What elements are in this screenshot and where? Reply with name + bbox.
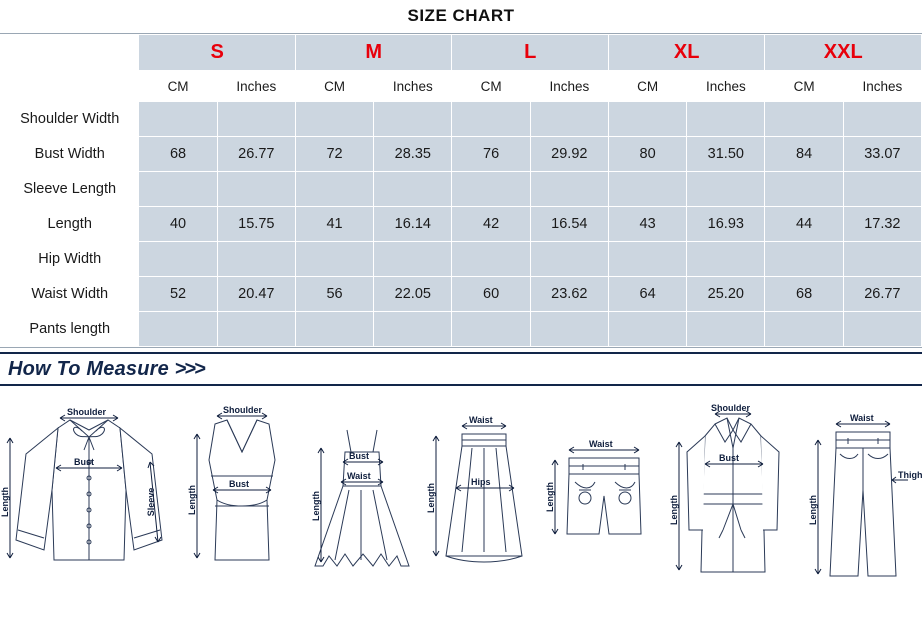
cell: 22.05 (374, 277, 452, 312)
cell: 25.20 (687, 277, 765, 312)
cell (608, 102, 686, 137)
svg-text:Waist: Waist (347, 471, 371, 481)
figure-skirt (422, 390, 534, 586)
unit-cell-xxl-inches: Inches (843, 71, 921, 102)
cell (295, 242, 373, 277)
svg-text:Waist: Waist (849, 413, 874, 423)
cell: 29.92 (530, 137, 608, 172)
cell: 20.47 (217, 277, 295, 312)
svg-text:Length: Length (807, 495, 818, 525)
unit-cell-m-inches: Inches (374, 71, 452, 102)
cell (139, 242, 217, 277)
cell (687, 102, 765, 137)
row-label: Sleeve Length (1, 172, 139, 207)
chevron-right-icon: >>> (174, 357, 205, 380)
cell (765, 312, 843, 347)
svg-text:Length: Length (311, 491, 322, 521)
svg-text:Length: Length (0, 487, 10, 517)
cell (374, 102, 452, 137)
unit-cell-s-inches: Inches (217, 71, 295, 102)
svg-text:Length: Length (186, 485, 197, 515)
cell (139, 312, 217, 347)
cell (687, 312, 765, 347)
cell: 76 (452, 137, 530, 172)
size-chart-table-wrap (0, 33, 922, 348)
svg-text:Hips: Hips (470, 477, 491, 487)
cell (608, 312, 686, 347)
table-row (1, 242, 922, 277)
svg-text:Length: Length (669, 495, 680, 525)
row-label: Length (1, 207, 139, 242)
cell (139, 172, 217, 207)
svg-text:Shoulder: Shoulder (711, 403, 751, 413)
cell (843, 312, 921, 347)
cell: 72 (295, 137, 373, 172)
cell (217, 242, 295, 277)
unit-cell-l-cm: CM (452, 71, 530, 102)
corner-cell (1, 35, 139, 71)
figure-shorts (539, 390, 663, 586)
cell (608, 172, 686, 207)
svg-text:Bust: Bust (719, 453, 740, 463)
figure-blouse (0, 390, 178, 586)
cell (139, 102, 217, 137)
cell: 28.35 (374, 137, 452, 172)
measurement-figures (0, 386, 922, 586)
table-row (1, 277, 922, 312)
table-row (1, 312, 922, 347)
cell: 52 (139, 277, 217, 312)
cell: 68 (765, 277, 843, 312)
figure-tank-top (183, 390, 301, 586)
figure-pants (804, 390, 922, 586)
how-to-measure-banner (0, 352, 922, 386)
page-title: SIZE CHART (407, 6, 515, 25)
figure-coat (667, 390, 799, 586)
cell: 16.93 (687, 207, 765, 242)
cell: 80 (608, 137, 686, 172)
row-label: Waist Width (1, 277, 139, 312)
unit-cell-xl-cm: CM (608, 71, 686, 102)
svg-text:Thigh: Thigh (897, 470, 922, 480)
cell (217, 172, 295, 207)
cell (530, 102, 608, 137)
cell (217, 312, 295, 347)
svg-text:Length: Length (425, 483, 436, 513)
svg-text:Bust: Bust (228, 479, 249, 489)
cell (217, 102, 295, 137)
cell: 31.50 (687, 137, 765, 172)
cell (843, 242, 921, 277)
cell (530, 312, 608, 347)
svg-text:Bust: Bust (74, 457, 94, 467)
cell (452, 312, 530, 347)
row-label: Pants length (1, 312, 139, 347)
svg-text:Waist: Waist (468, 415, 493, 425)
svg-text:Length: Length (544, 482, 555, 512)
table-row (1, 102, 922, 137)
svg-text:Bust: Bust (349, 451, 370, 461)
cell: 42 (452, 207, 530, 242)
cell: 43 (608, 207, 686, 242)
cell (295, 172, 373, 207)
size-header-xl: XL (608, 35, 765, 71)
table-row (1, 137, 922, 172)
cell: 84 (765, 137, 843, 172)
cell: 16.14 (374, 207, 452, 242)
size-header-l: L (452, 35, 609, 71)
unit-cell-s-cm: CM (139, 71, 217, 102)
cell: 16.54 (530, 207, 608, 242)
size-header-s: S (139, 35, 296, 71)
size-chart-table (0, 34, 922, 347)
svg-text:Shoulder: Shoulder (222, 405, 262, 415)
cell: 44 (765, 207, 843, 242)
table-unit-header-row (1, 71, 922, 102)
cell: 40 (139, 207, 217, 242)
cell (295, 312, 373, 347)
cell (530, 172, 608, 207)
row-label: Shoulder Width (1, 102, 139, 137)
svg-text:Sleeve: Sleeve (146, 487, 156, 517)
cell (295, 102, 373, 137)
cell: 17.32 (843, 207, 921, 242)
cell (687, 242, 765, 277)
unit-cell-l-inches: Inches (530, 71, 608, 102)
cell (608, 242, 686, 277)
svg-text:Waist: Waist (588, 439, 613, 449)
cell: 33.07 (843, 137, 921, 172)
cell (374, 312, 452, 347)
row-label: Hip Width (1, 242, 139, 277)
cell (843, 172, 921, 207)
how-to-measure-heading: How To Measure (8, 357, 169, 380)
cell (374, 242, 452, 277)
cell (452, 172, 530, 207)
unit-cell-xxl-cm: CM (765, 71, 843, 102)
cell: 41 (295, 207, 373, 242)
table-row (1, 172, 922, 207)
cell (843, 102, 921, 137)
cell (765, 172, 843, 207)
cell: 26.77 (843, 277, 921, 312)
cell: 56 (295, 277, 373, 312)
unit-corner-cell (1, 71, 139, 102)
cell: 68 (139, 137, 217, 172)
cell: 60 (452, 277, 530, 312)
unit-cell-m-cm: CM (295, 71, 373, 102)
cell: 64 (608, 277, 686, 312)
cell (765, 102, 843, 137)
unit-cell-xl-inches: Inches (687, 71, 765, 102)
table-size-header-row (1, 35, 922, 71)
cell: 26.77 (217, 137, 295, 172)
cell (452, 102, 530, 137)
cell (530, 242, 608, 277)
size-header-m: M (295, 35, 452, 71)
svg-text:Shoulder: Shoulder (67, 407, 107, 417)
cell (765, 242, 843, 277)
cell (687, 172, 765, 207)
cell: 15.75 (217, 207, 295, 242)
row-label: Bust Width (1, 137, 139, 172)
size-header-xxl: XXL (765, 35, 922, 71)
cell (452, 242, 530, 277)
figure-dress (305, 390, 417, 586)
table-row (1, 207, 922, 242)
cell (374, 172, 452, 207)
cell: 23.62 (530, 277, 608, 312)
